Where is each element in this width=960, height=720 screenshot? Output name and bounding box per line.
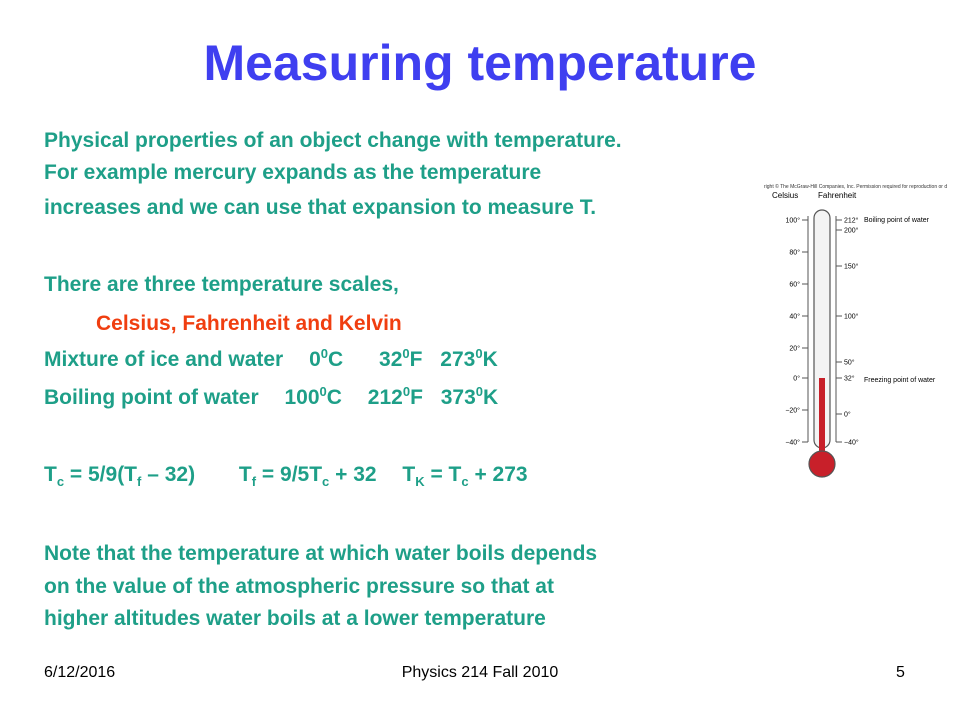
mercury-column	[819, 378, 825, 458]
footer-date: 6/12/2016	[44, 664, 116, 681]
boiling-row	[44, 385, 498, 410]
footer-page-number: 5	[896, 664, 905, 681]
intro-line-3: increases and we can use that expansion to measure T.	[44, 196, 597, 219]
formula-kelvin: $T_K = T_c + 273$	[402, 463, 528, 490]
footer-course: Physics 214 Fall 2010	[401, 664, 559, 681]
celsius-tick-label: 0°	[793, 375, 800, 383]
fahrenheit-ticks	[836, 217, 859, 447]
boil-label: Boiling point of water	[44, 386, 259, 409]
fahrenheit-label: Fahrenheit	[818, 191, 857, 200]
celsius-tick-label: 80°	[789, 249, 800, 257]
formula-row	[44, 462, 528, 490]
celsius-tick-label: −40°	[785, 439, 800, 447]
ice-fahrenheit: $32^0F$	[379, 346, 423, 371]
celsius-tick-label: 100°	[785, 217, 800, 225]
fahrenheit-tick-label: −40°	[844, 439, 859, 447]
ice-kelvin: $273^0K$	[440, 346, 498, 371]
intro-line-1: Physical properties of an object change with temperature.	[44, 129, 622, 152]
ice-celsius: $0^0C$	[309, 346, 344, 371]
page-title: Measuring temperature	[203, 35, 757, 91]
note-line-1: Note that the temperature at which water boils depends	[44, 542, 598, 565]
ice-water-row	[44, 347, 498, 372]
note-line-2: on the value of the atmospheric pressure so that at	[44, 575, 554, 598]
thermometer-figure	[764, 180, 960, 480]
note-line-3: higher altitudes water boils at a lower temperature	[44, 607, 546, 630]
celsius-tick-label: 60°	[789, 281, 800, 289]
formula-fahrenheit: $T_f = 9/5T_c + 32$	[238, 463, 377, 490]
figure-copyright: right © The McGraw-Hill Companies, Inc. Permission required for reproduction or d	[764, 184, 948, 190]
celsius-tick-label: 40°	[789, 313, 800, 321]
fahrenheit-tick-label: 200°	[844, 227, 859, 235]
fahrenheit-tick-label: 150°	[844, 263, 859, 271]
scales-intro: There are three temperature scales,	[44, 273, 399, 296]
scales-list: Celsius, Fahrenheit and Kelvin	[96, 312, 402, 335]
boiling-point-label: Boiling point of water	[864, 217, 929, 224]
celsius-label: Celsius	[772, 191, 799, 200]
celsius-ticks	[785, 217, 808, 447]
thermometer-bulb	[809, 451, 835, 477]
boil-celsius: $100^0C$	[284, 384, 342, 409]
boil-kelvin: $373^0K$	[440, 384, 499, 409]
formula-celsius: $T_c = 5/9(T_f - 32)$	[44, 463, 196, 490]
celsius-tick-label: −20°	[785, 407, 800, 415]
fahrenheit-tick-label: 0°	[844, 411, 851, 419]
intro-line-2: For example mercury expands as the temperature	[44, 161, 542, 184]
fahrenheit-tick-label: 212°	[844, 217, 859, 225]
freezing-point-label: Freezing point of water	[864, 377, 936, 384]
fahrenheit-tick-label: 32°	[844, 375, 855, 383]
ice-label: Mixture of ice and water	[44, 348, 284, 371]
fahrenheit-tick-label: 100°	[844, 313, 859, 321]
boil-fahrenheit: $212^0F$	[367, 384, 423, 409]
fahrenheit-tick-label: 50°	[844, 359, 855, 367]
celsius-tick-label: 20°	[789, 345, 800, 353]
